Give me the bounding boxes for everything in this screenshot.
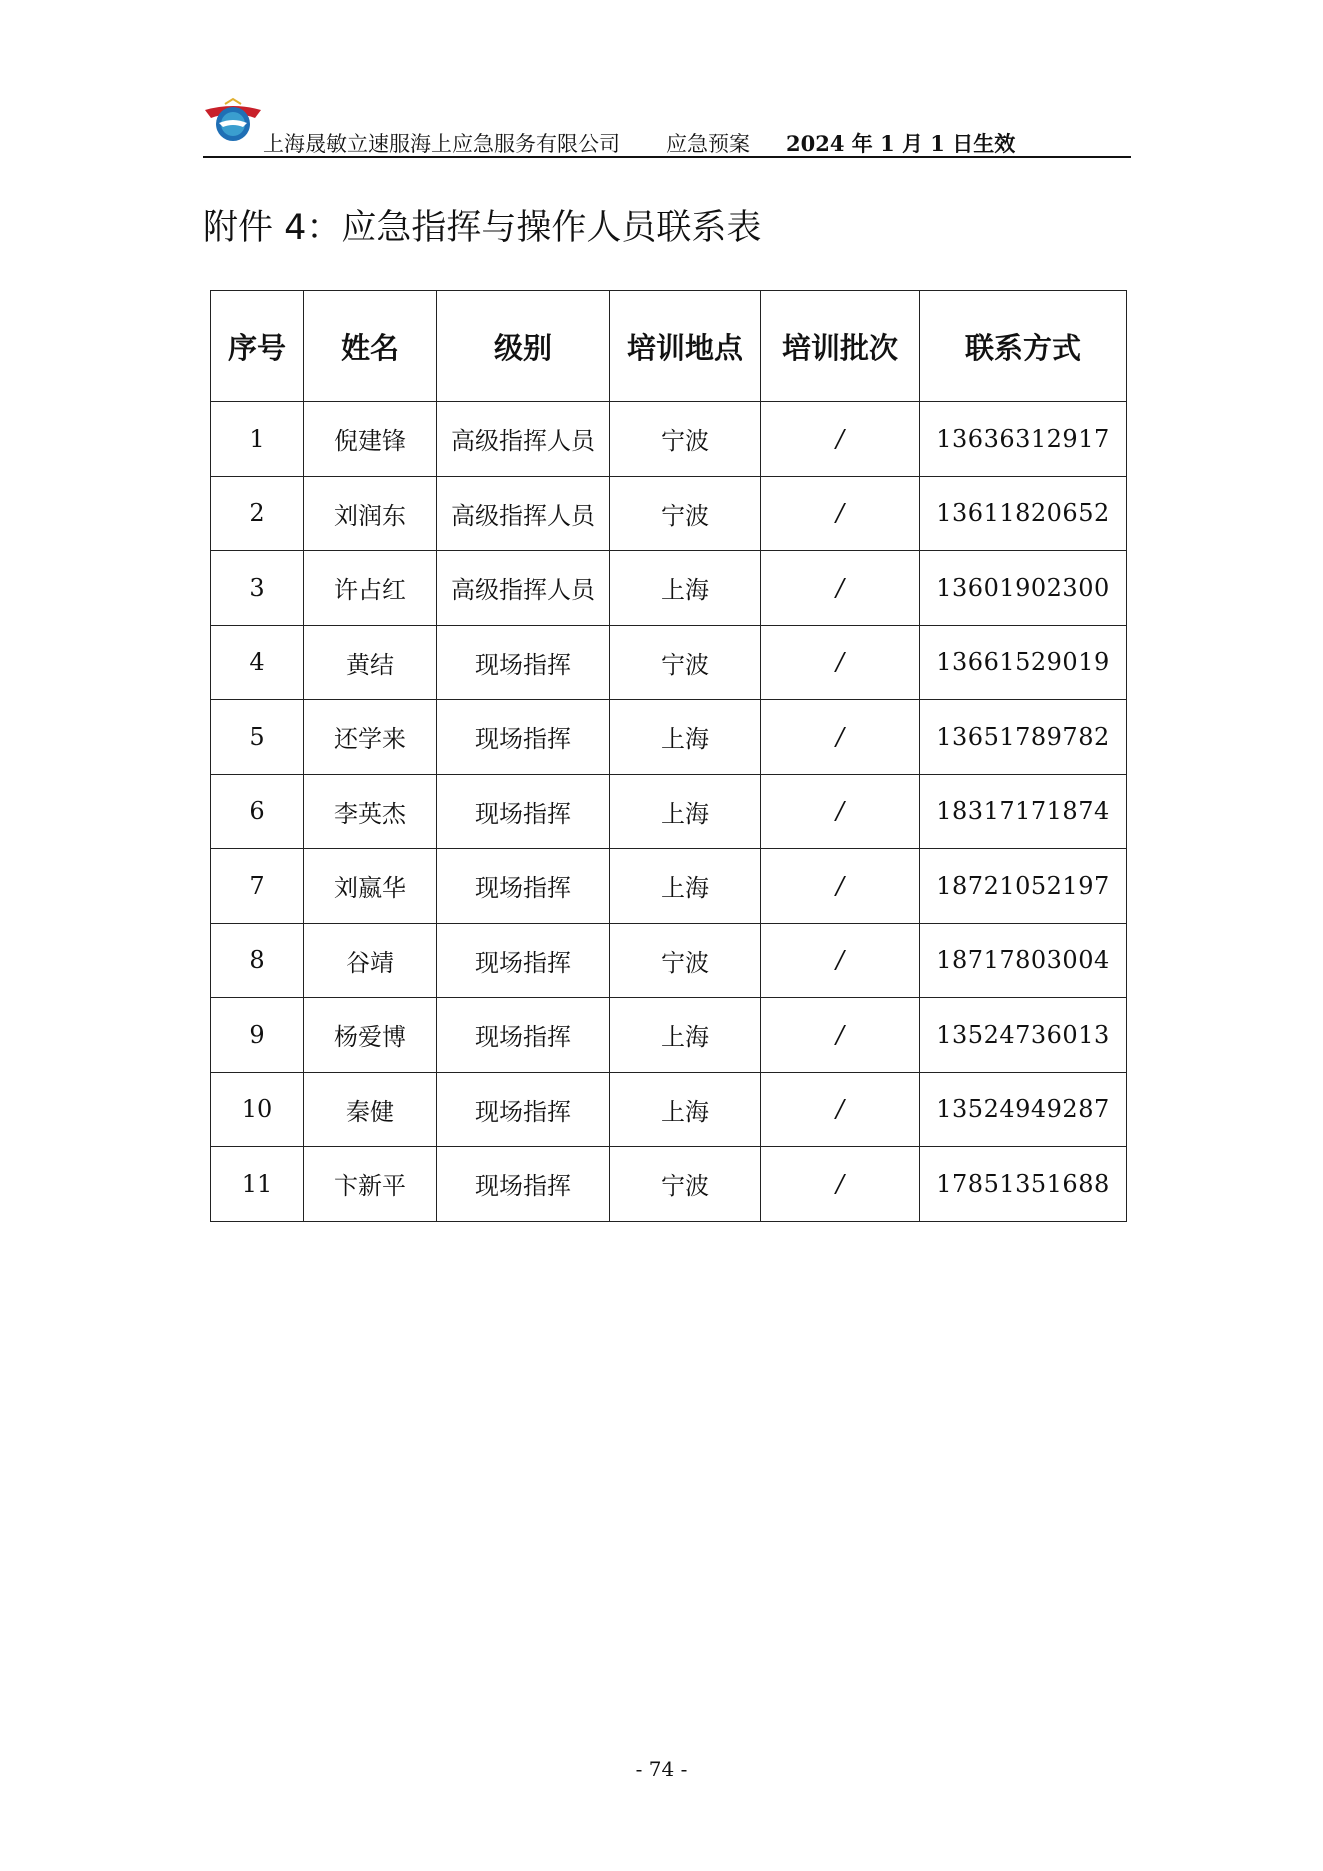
cell-level: 现场指挥: [437, 774, 610, 849]
cell-phone: 13524949287: [920, 1072, 1127, 1147]
table-row: [211, 700, 1127, 775]
cell-name: 谷靖: [304, 923, 437, 998]
header-effective-date: 2024 年 1 月 1 日生效: [786, 131, 1016, 156]
cell-location: 上海: [610, 551, 761, 626]
header-divider: [203, 156, 1131, 158]
table-row: [211, 625, 1127, 700]
cell-no: 1: [211, 402, 304, 477]
cell-no: 5: [211, 700, 304, 775]
table-row: [211, 476, 1127, 551]
cell-phone: 18317171874: [920, 774, 1127, 849]
contact-table: [210, 290, 1127, 1222]
table-row: [211, 923, 1127, 998]
cell-phone: 13651789782: [920, 700, 1127, 775]
page-title: 附件 4：应急指挥与操作人员联系表: [203, 208, 762, 248]
cell-no: 11: [211, 1147, 304, 1222]
header-cell-name: 姓名: [304, 291, 437, 402]
header-cell-level: 级别: [437, 291, 610, 402]
cell-location: 宁波: [610, 1147, 761, 1222]
cell-level: 现场指挥: [437, 1072, 610, 1147]
cell-level: 现场指挥: [437, 625, 610, 700]
cell-name: 刘嬴华: [304, 849, 437, 924]
cell-no: 3: [211, 551, 304, 626]
cell-phone: 13611820652: [920, 476, 1127, 551]
cell-level: 现场指挥: [437, 849, 610, 924]
cell-location: 上海: [610, 998, 761, 1073]
cell-batch: /: [761, 923, 920, 998]
cell-location: 宁波: [610, 476, 761, 551]
cell-level: 高级指挥人员: [437, 402, 610, 477]
cell-location: 宁波: [610, 402, 761, 477]
page-header: [203, 96, 1131, 158]
cell-name: 黄结: [304, 625, 437, 700]
cell-name: 倪建锋: [304, 402, 437, 477]
cell-phone: 18717803004: [920, 923, 1127, 998]
header-text: [263, 128, 1015, 158]
header-cell-phone: 联系方式: [920, 291, 1127, 402]
cell-name: 李英杰: [304, 774, 437, 849]
cell-name: 秦健: [304, 1072, 437, 1147]
cell-location: 上海: [610, 849, 761, 924]
cell-batch: /: [761, 1072, 920, 1147]
table-row: [211, 551, 1127, 626]
table-row: [211, 1147, 1127, 1222]
cell-no: 9: [211, 998, 304, 1073]
cell-level: 现场指挥: [437, 1147, 610, 1222]
company-logo-icon: [203, 96, 263, 144]
header-cell-no: 序号: [211, 291, 304, 402]
cell-no: 10: [211, 1072, 304, 1147]
cell-name: 杨爱博: [304, 998, 437, 1073]
cell-phone: 18721052197: [920, 849, 1127, 924]
table-body: [211, 402, 1127, 1222]
cell-batch: /: [761, 700, 920, 775]
cell-name: 刘润东: [304, 476, 437, 551]
cell-no: 6: [211, 774, 304, 849]
cell-batch: /: [761, 625, 920, 700]
cell-name: 还学来: [304, 700, 437, 775]
cell-level: 现场指挥: [437, 998, 610, 1073]
table-row: [211, 1072, 1127, 1147]
cell-level: 现场指挥: [437, 923, 610, 998]
cell-batch: /: [761, 849, 920, 924]
cell-location: 上海: [610, 700, 761, 775]
cell-batch: /: [761, 774, 920, 849]
cell-name: 许占红: [304, 551, 437, 626]
cell-batch: /: [761, 551, 920, 626]
cell-level: 现场指挥: [437, 700, 610, 775]
cell-no: 7: [211, 849, 304, 924]
header-company: 上海晟敏立速服海上应急服务有限公司: [263, 132, 620, 156]
cell-level: 高级指挥人员: [437, 476, 610, 551]
header-doc-type: 应急预案: [666, 132, 750, 156]
header-cell-batch: 培训批次: [761, 291, 920, 402]
cell-phone: 13524736013: [920, 998, 1127, 1073]
table-row: [211, 849, 1127, 924]
cell-no: 4: [211, 625, 304, 700]
table-row: [211, 774, 1127, 849]
table-row: [211, 402, 1127, 477]
header-cell-location: 培训地点: [610, 291, 761, 402]
cell-batch: /: [761, 998, 920, 1073]
cell-phone: 13636312917: [920, 402, 1127, 477]
cell-name: 卞新平: [304, 1147, 437, 1222]
cell-phone: 13661529019: [920, 625, 1127, 700]
cell-no: 2: [211, 476, 304, 551]
cell-location: 宁波: [610, 923, 761, 998]
cell-location: 上海: [610, 1072, 761, 1147]
cell-batch: /: [761, 1147, 920, 1222]
cell-location: 宁波: [610, 625, 761, 700]
page-number: - 74 -: [635, 1757, 688, 1781]
table-header-row: [211, 291, 1127, 402]
cell-level: 高级指挥人员: [437, 551, 610, 626]
cell-phone: 13601902300: [920, 551, 1127, 626]
cell-location: 上海: [610, 774, 761, 849]
cell-no: 8: [211, 923, 304, 998]
cell-batch: /: [761, 476, 920, 551]
cell-phone: 17851351688: [920, 1147, 1127, 1222]
table-row: [211, 998, 1127, 1073]
cell-batch: /: [761, 402, 920, 477]
